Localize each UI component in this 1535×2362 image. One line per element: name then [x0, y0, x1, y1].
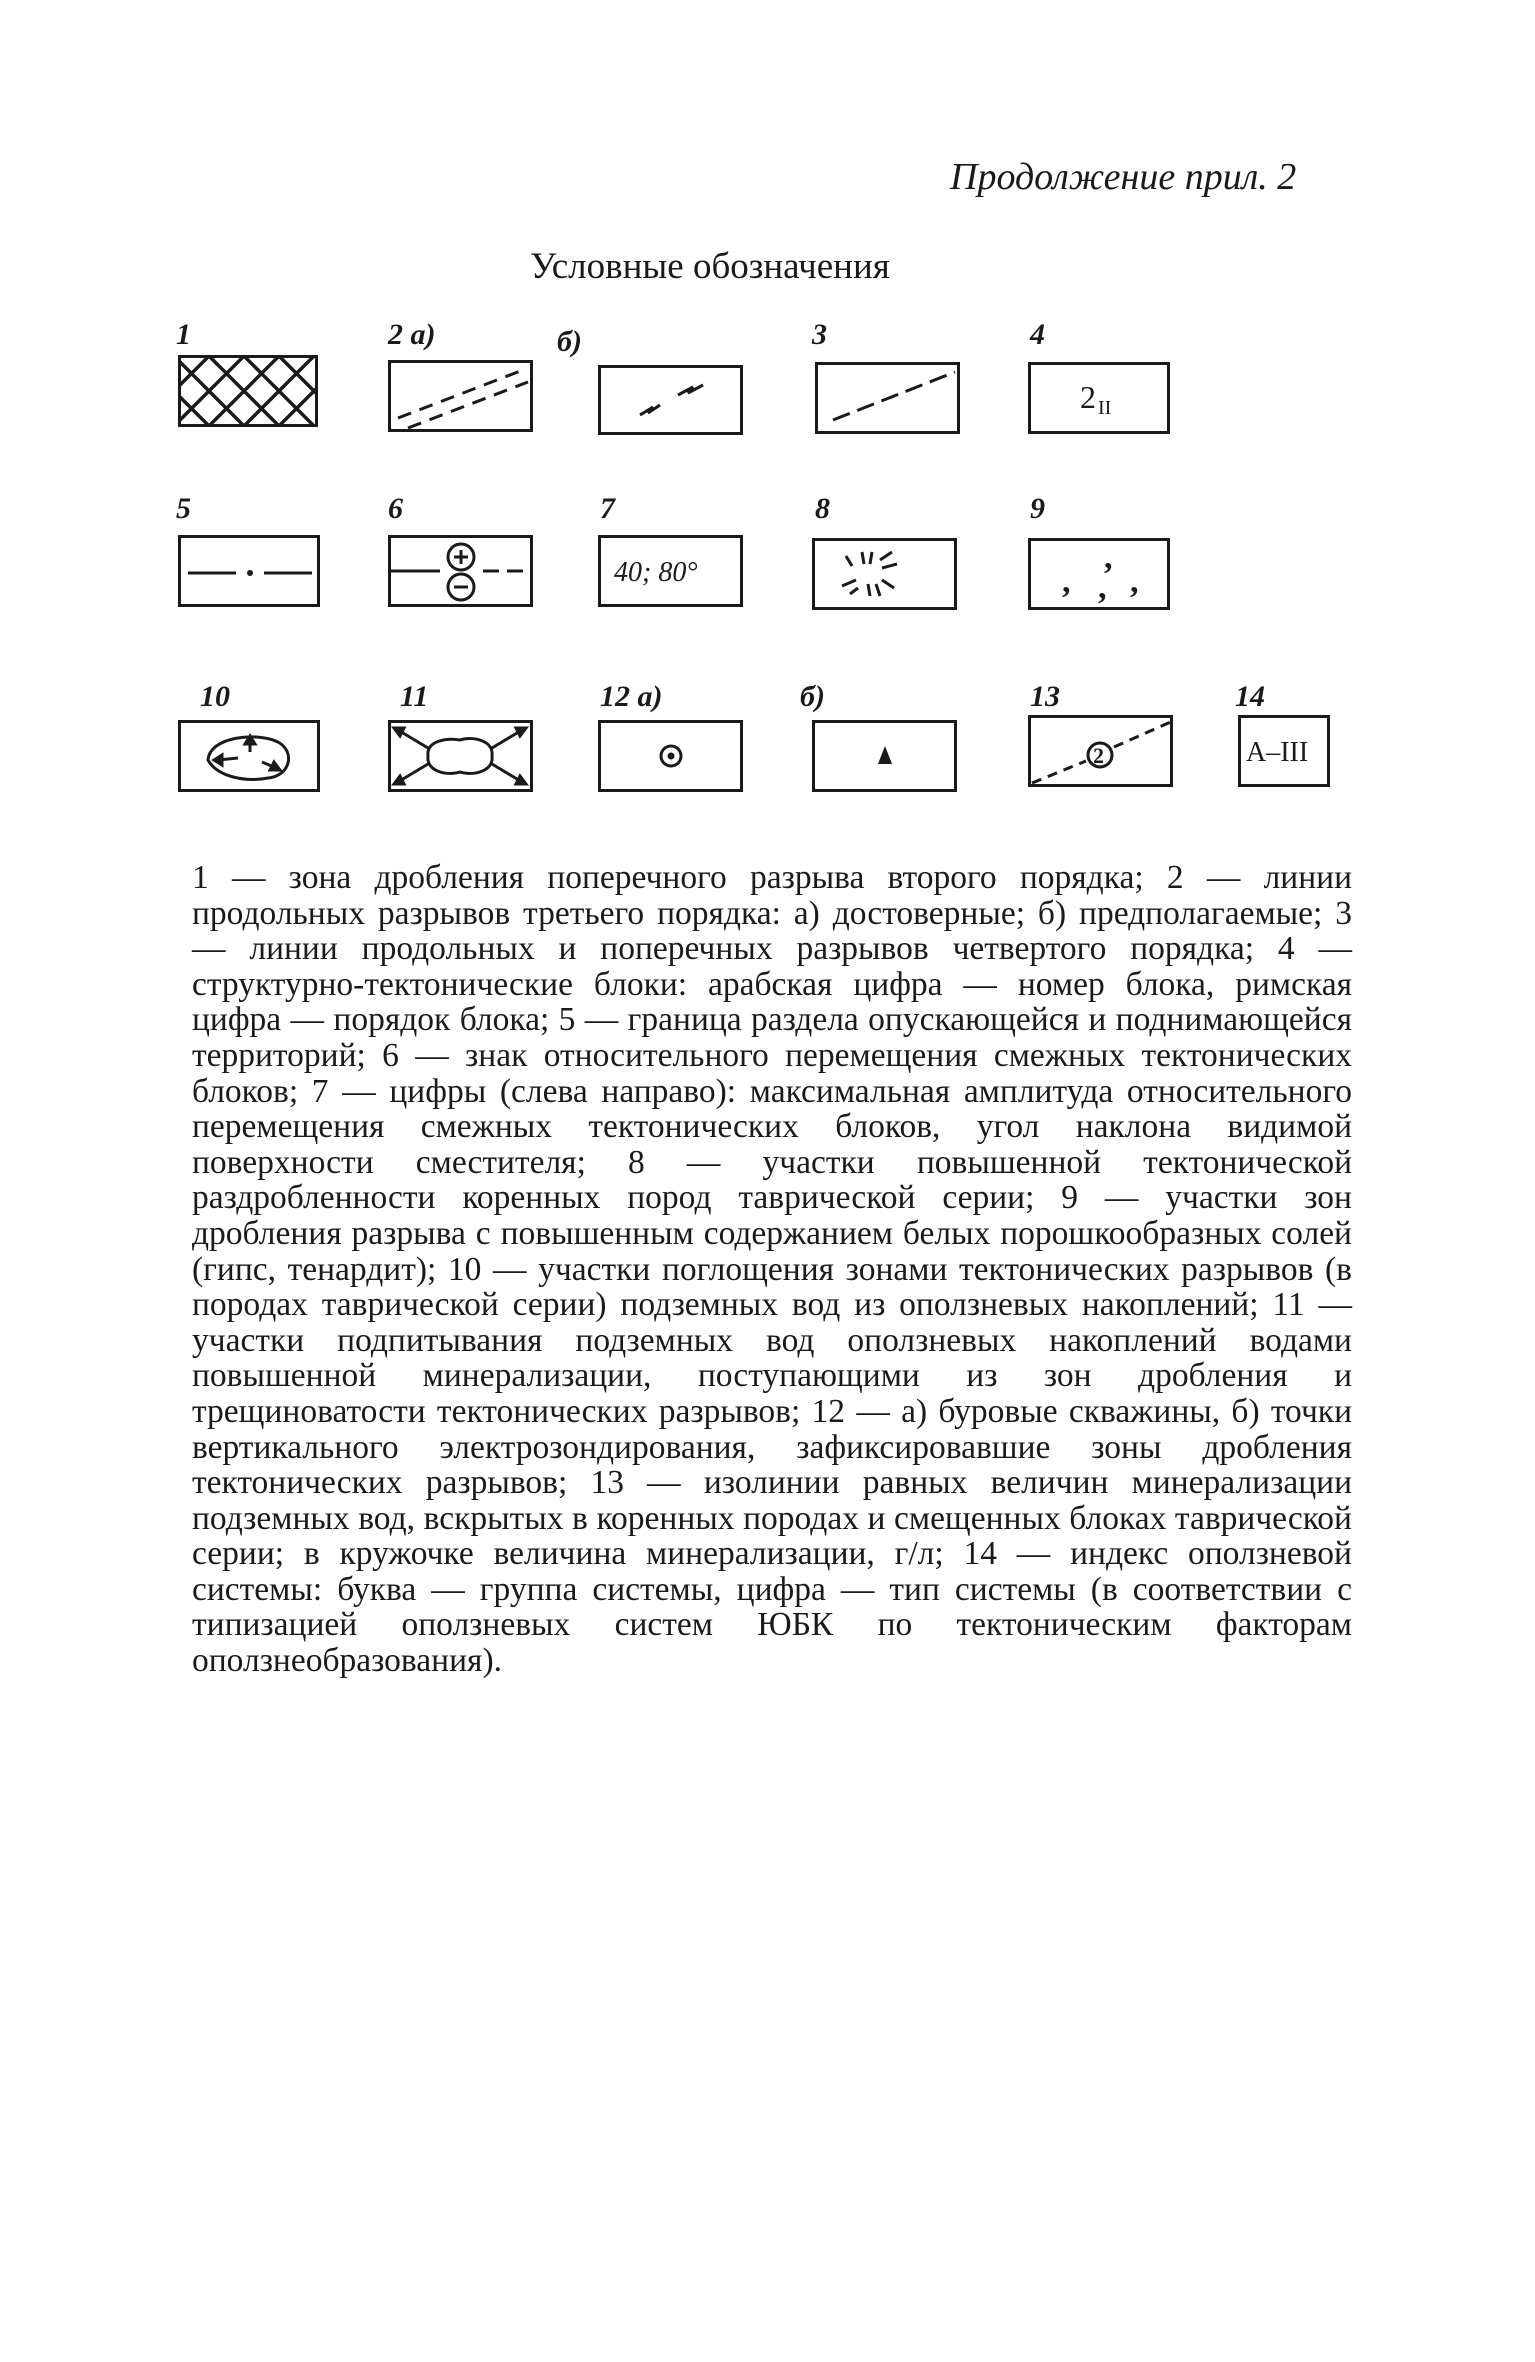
page-title: Условные обозначения [530, 246, 890, 287]
symbol-8-fragmentation [812, 538, 957, 610]
svg-text:,: , [1130, 563, 1139, 600]
symbol-14-number: 14 [1235, 680, 1265, 713]
svg-text:,: , [1062, 563, 1071, 600]
page-continuation-label: Продолжение прил. 2 [950, 156, 1297, 198]
symbol-6-number: 6 [388, 492, 403, 525]
symbol-8-number: 8 [815, 492, 830, 525]
symbol-9-number: 9 [1030, 492, 1045, 525]
symbol-4-block [1028, 362, 1170, 434]
symbol-10-number: 10 [200, 680, 230, 713]
symbol-2a-number: 2 а) [388, 318, 436, 351]
symbol-9-salts [1028, 538, 1170, 610]
symbol-7-amplitude-angle [598, 535, 743, 607]
symbol-4-block-order: II [1098, 397, 1112, 419]
legend-description: 1 — зона дробления поперечного разрыва второго порядка; 2 — линии продольных разрывов третьего порядка: а) достоверные; б) предполагаемые; 3 — линии продольных и поперечных разрывов четвертого порядка; 4 — структурно-тектонические блоки: арабская цифра — номер блока, римская цифра — порядок блока; 5 — граница раздела опускающейся и поднимающейся территорий; 6 — знак относительного перемещения смежных тектонических блоков; 7 — цифры (слева направо): максимальная амплитуда относительного перемещения смежных тектонических блоков, угол наклона видимой поверхности сместителя; 8 — участки повышенной тектонической раздробленности коренных пород таврической серии; 9 — участки зон дробления разрыва с повышенным содержанием белых порошкообразных солей (гипс, тенардит); 10 — участки поглощения зонами тектонических разрывов (в породах таврической серии) подземных вод из оползневых накоплений; 11 — участки подпитывания подземных вод оползневых накоплений водами повышенной минерализации, поступающими из зон дробления и трещиноватости тектонических разрывов; 12 — а) буровые скважины, б) точки вертикального электрозондирования, зафиксировавшие зоны дробления тектонических разрывов; 13 — изолинии равных величин минерализации подземных вод, вскрытых в коренных породах и смещенных блоках таврической серии; в кружочке величина минерализации, г/л; 14 — индекс оползневой системы: буква — группа системы, цифра — тип системы (в соответствии с типизацией оползневых систем ЮБК по тектоническим факторам оползнеобразования). [192, 859, 1352, 1680]
symbol-12a-number: 12 а) [600, 680, 663, 713]
symbol-6-relative-movement [388, 535, 533, 607]
symbol-2b-number: б) [557, 325, 582, 358]
symbol-12a-borehole [598, 720, 743, 792]
symbol-4-number: 4 [1030, 318, 1045, 351]
symbol-2b-fault-assumed [598, 365, 743, 435]
symbol-4-block-number: 2 [1080, 379, 1096, 415]
symbol-1-number: 1 [176, 318, 191, 351]
symbol-5-boundary [178, 535, 320, 607]
symbol-3-fault-fourth-order [815, 362, 960, 434]
symbol-3-number: 3 [812, 318, 827, 351]
symbol-13-isoline [1028, 715, 1173, 787]
svg-text:,: , [1104, 539, 1113, 576]
symbol-7-number: 7 [600, 492, 615, 525]
symbol-10-absorption [178, 720, 320, 792]
symbol-12b-vez-point [812, 720, 957, 792]
symbol-13-circle-value: 2 [1093, 743, 1104, 768]
symbol-7-label: 40; 80° [614, 557, 698, 588]
symbol-14-label: А–III [1246, 737, 1309, 768]
symbol-14-landslide-index [1238, 715, 1330, 787]
svg-text:,: , [1098, 569, 1107, 606]
symbol-13-number: 13 [1030, 680, 1060, 713]
symbol-5-number: 5 [176, 492, 191, 525]
symbol-11-number: 11 [400, 680, 429, 713]
symbol-12b-number: б) [800, 680, 825, 713]
symbol-1-crosshatch [178, 355, 318, 427]
symbol-11-replenishment [388, 720, 533, 792]
symbol-2a-fault-reliable [388, 360, 533, 432]
